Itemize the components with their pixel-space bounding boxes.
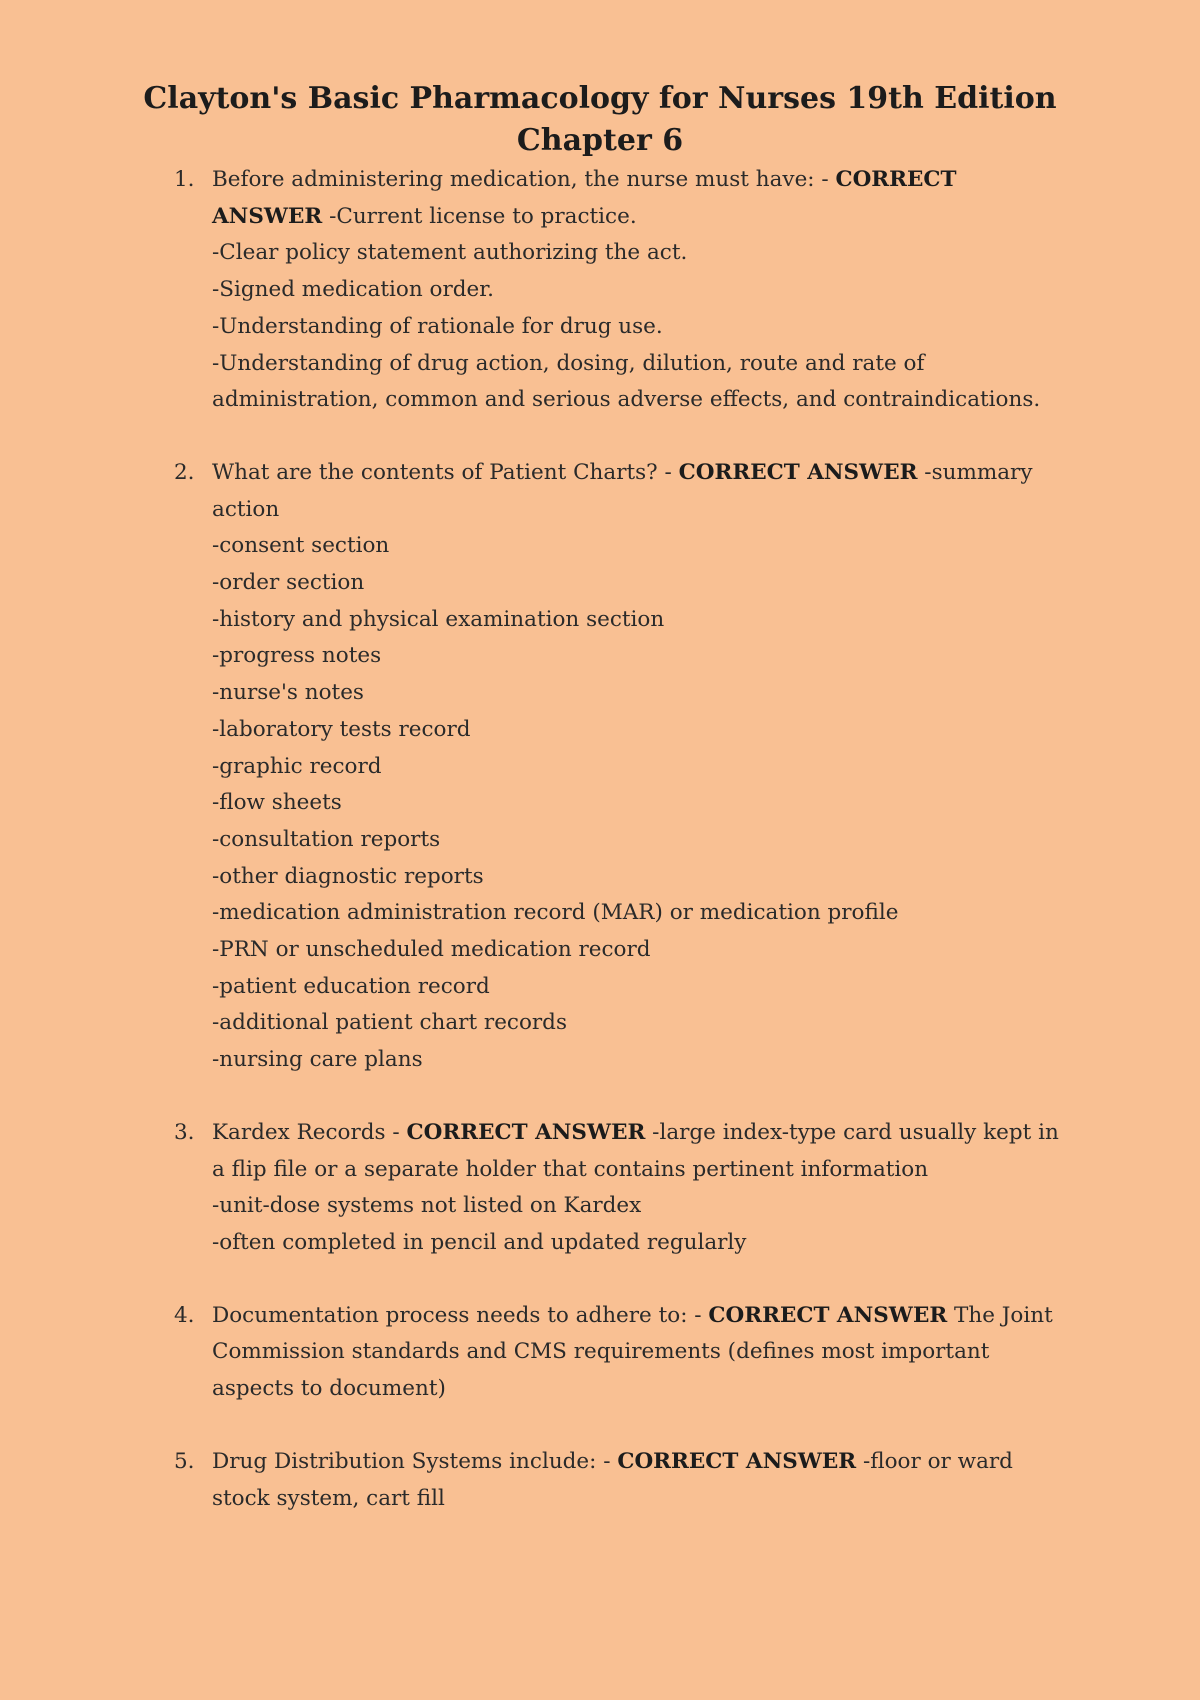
- document-title: [0, 78, 1200, 162]
- answer-line: -consultation reports: [212, 826, 441, 852]
- question-number: 4.: [174, 1302, 195, 1328]
- answer-line: -laboratory tests record: [212, 716, 471, 742]
- answer-line: -PRN or unscheduled medication record: [212, 937, 651, 963]
- answer-text: -large index-type card usually kept in: [645, 1119, 1059, 1145]
- question-line: [212, 1444, 1050, 1481]
- answer-line: a flip file or a separate holder that contains pertinent information: [212, 1156, 929, 1182]
- answer-line: -often completed in pencil and updated regularly: [212, 1229, 747, 1255]
- answer-line: -order section: [212, 570, 365, 596]
- answer-line: -Understanding of rationale for drug use.: [212, 313, 663, 339]
- question-item-1: [0, 162, 1200, 419]
- answer-line: -flow sheets: [212, 790, 342, 816]
- correct-answer-label: CORRECT ANSWER: [406, 1119, 646, 1145]
- answer-line: -consent section: [212, 533, 390, 559]
- correct-answer-label: ANSWER: [212, 203, 323, 229]
- answer-line: -unit-dose systems not listed on Kardex: [212, 1193, 642, 1219]
- question-text: Before administering medication, the nurse must have: -: [212, 167, 836, 192]
- question-line: [212, 1115, 1059, 1152]
- question-number: 1.: [174, 167, 195, 192]
- answer-line: -nurse's notes: [212, 680, 364, 706]
- question-item-4: [0, 1298, 1200, 1408]
- answer-line: [212, 199, 1050, 236]
- question-text: Drug Distribution Systems include: -: [212, 1448, 618, 1474]
- answer-line: Commission standards and CMS requirements (defines most important: [212, 1339, 990, 1365]
- answer-line: -other diagnostic reports: [212, 863, 484, 889]
- title-line-1: Clayton's Basic Pharmacology for Nurses 19th Edition: [143, 81, 1057, 116]
- answer-line: administration, common and serious adverse effects, and contraindications.: [212, 387, 1041, 413]
- question-item-5: [0, 1444, 1200, 1517]
- answer-line: stock system, cart fill: [212, 1485, 445, 1511]
- answer-line: -nursing care plans: [212, 1047, 423, 1073]
- answer-line: -Signed medication order.: [212, 277, 495, 303]
- question-line: [212, 162, 1050, 199]
- question-list: [0, 162, 1200, 1517]
- answer-line: -history and physical examination section: [212, 606, 665, 632]
- correct-answer-label: CORRECT ANSWER: [617, 1448, 857, 1474]
- question-number: 2.: [174, 459, 195, 485]
- answer-line: -graphic record: [212, 753, 382, 779]
- answer-line: -patient education record: [212, 973, 490, 999]
- question-text: Kardex Records -: [212, 1119, 407, 1145]
- answer-line: -medication administration record (MAR) or medication profile: [212, 900, 899, 926]
- question-text: What are the contents of Patient Charts? -: [212, 459, 679, 485]
- answer-line: -Clear policy statement authorizing the act.: [212, 240, 688, 266]
- question-number: 3.: [174, 1119, 195, 1145]
- answer-line: aspects to document): [212, 1376, 446, 1402]
- question-text: Documentation process needs to adhere to: -: [212, 1302, 709, 1328]
- question-item-2: [0, 455, 1200, 1079]
- answer-text: -Current license to practice.: [322, 203, 637, 229]
- correct-answer-label: CORRECT: [835, 167, 957, 192]
- answer-text: -floor or ward: [856, 1448, 1013, 1474]
- answer-line: -progress notes: [212, 643, 382, 669]
- answer-line: action: [212, 496, 280, 522]
- question-item-3: [0, 1115, 1200, 1262]
- answer-text: -summary: [917, 459, 1033, 485]
- question-number: 5.: [174, 1448, 195, 1474]
- correct-answer-label: CORRECT ANSWER: [708, 1302, 948, 1328]
- answer-text: The Joint: [947, 1302, 1053, 1328]
- answer-line: -Understanding of drug action, dosing, dilution, route and rate of: [212, 350, 925, 376]
- correct-answer-label: CORRECT ANSWER: [678, 459, 918, 485]
- question-line: [212, 1298, 1053, 1335]
- title-line-2: Chapter 6: [516, 123, 684, 158]
- answer-line: -additional patient chart records: [212, 1010, 567, 1036]
- question-line: [212, 455, 1050, 492]
